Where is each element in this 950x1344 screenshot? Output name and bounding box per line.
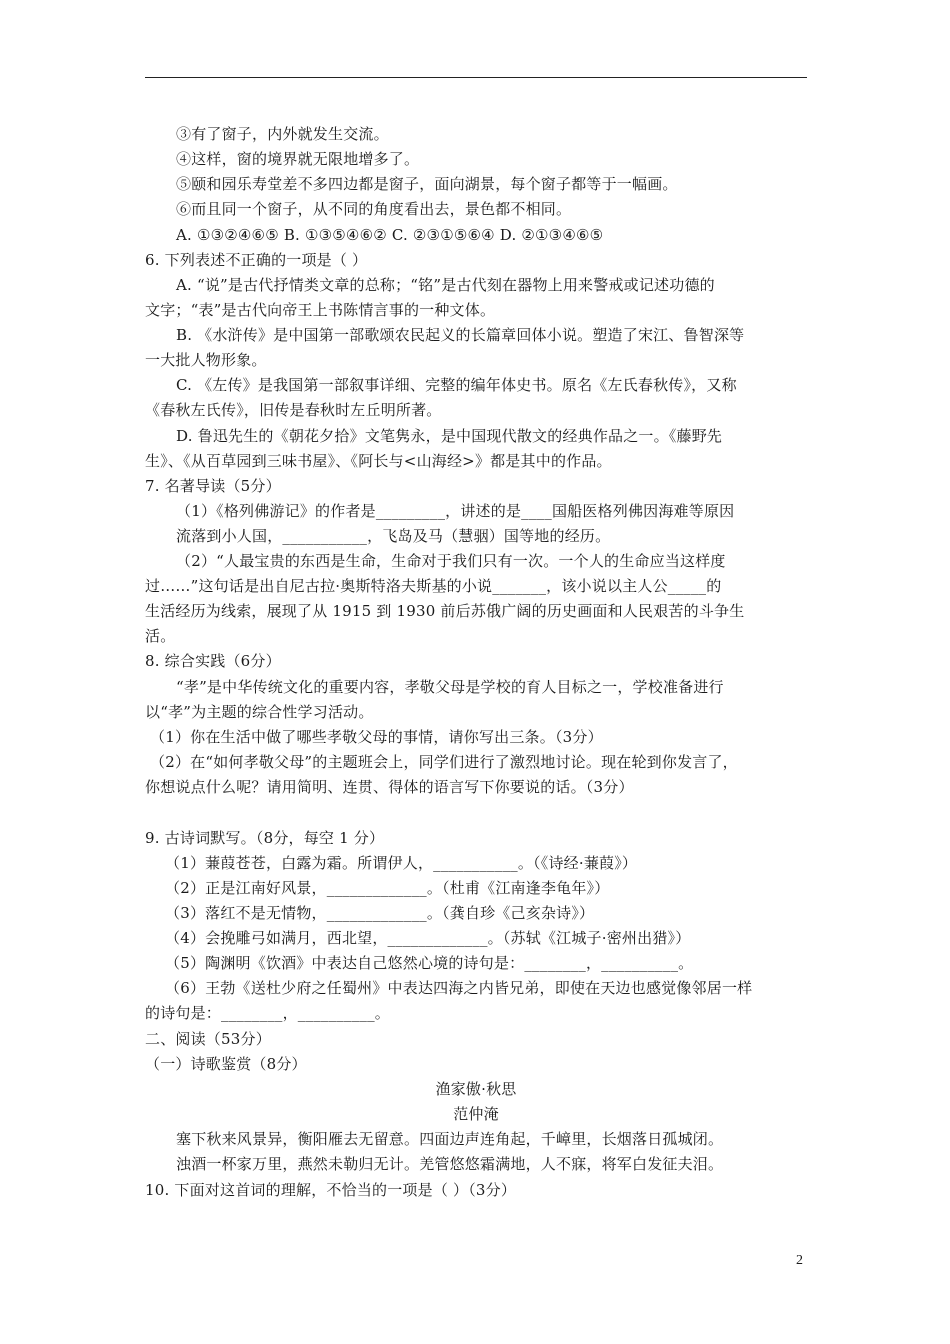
poem-author: 范仲淹 <box>453 1105 499 1123</box>
q9-item-6-line1: （6）王勃《送杜少府之任蜀州》中表达四海之内皆兄弟，即使在天边也感觉像邻居一样 <box>165 979 753 997</box>
q8-part2-line2: 你想说点什么呢？请用简明、连贯、得体的语言写下你要说的话。（3分） <box>145 778 634 796</box>
q9-item-5: （5）陶渊明《饮酒》中表达自己悠然心境的诗句是：________，__________。 <box>165 954 694 972</box>
q7-part1-line1: （1）《格列佛游记》的作者是_________，讲述的是____国船医格列佛因海难等原因 <box>176 502 735 520</box>
poem-stanza-1: 塞下秋来风景异，衡阳雁去无留意。四面边声连角起，千嶂里，长烟落日孤城闭。 <box>176 1130 724 1148</box>
q9-item-6-line2: 的诗句是：________，__________。 <box>145 1004 391 1022</box>
q5-answer-choices: A. ①③②④⑥⑤ B. ①③⑤④⑥② C. ②③①⑤⑥④ D. ②①③④⑥⑤ <box>176 226 604 244</box>
poem-stanza-2: 浊酒一杯家万里，燕然未勒归无计。羌管悠悠霜满地，人不寐，将军白发征夫泪。 <box>176 1155 724 1173</box>
q9-item-4: （4）会挽雕弓如满月，西北望，_____________。（苏轼《江城子·密州出猎》） <box>165 929 691 947</box>
q8-intro-line2: 以“孝”为主题的综合性学习活动。 <box>145 703 374 721</box>
q8-intro-line1: “孝”是中华传统文化的重要内容，孝敬父母是学校的育人目标之一，学校准备进行 <box>176 678 724 696</box>
section-reading-heading: 二、阅读（53分） <box>145 1030 271 1048</box>
q9-item-2: （2）正是江南好风景，_____________。（杜甫《江南逢李龟年》） <box>165 879 610 897</box>
q7-part2-line4: 活。 <box>145 627 176 645</box>
header-rule <box>145 77 807 78</box>
q9-heading: 9. 古诗词默写。（8分，每空 1 分） <box>145 829 385 847</box>
q9-item-1: （1）蒹葭苍苍，白露为霜。所谓伊人，___________。（《诗经·蒹葭》） <box>165 854 638 872</box>
q6-option-d-line1: D. 鲁迅先生的《朝花夕拾》文笔隽永，是中国现代散文的经典作品之一。《藤野先 <box>176 427 723 445</box>
q6-option-b-line2: 一大批人物形象。 <box>145 351 267 369</box>
q8-part1: （1）你在生活中做了哪些孝敬父母的事情，请你写出三条。（3分） <box>150 728 603 746</box>
q6-option-d-line2: 生》、《从百草园到三味书屋》、《阿长与<山海经>》都是其中的作品。 <box>145 452 612 470</box>
q9-item-3: （3）落红不是无情物，_____________。（龚自珍《己亥杂诗》） <box>165 904 595 922</box>
q6-option-c-line2: 《春秋左氏传》，旧传是春秋时左丘明所著。 <box>145 401 442 419</box>
q7-part1-line2: 流落到小人国，___________，飞岛及马（慧骃）国等地的经历。 <box>176 527 611 545</box>
q7-heading: 7. 名著导读（5分） <box>145 477 281 495</box>
q7-part2-line1: （2）“人最宝贵的东西是生命，生命对于我们只有一次。一个人的生命应当这样度 <box>176 552 726 570</box>
q7-part2-line3: 生活经历为线索，展现了从 1915 到 1930 前后苏俄广阔的历史画面和人民艰苦的斗争生 <box>145 602 745 620</box>
q8-heading: 8. 综合实践（6分） <box>145 652 281 670</box>
poem-title: 渔家傲·秋思 <box>435 1080 517 1098</box>
q6-option-a-line2: 文字；“表”是古代向帝王上书陈情言事的一种文体。 <box>145 301 496 319</box>
option-sentence-4: ④这样，窗的境界就无限地增多了。 <box>176 150 420 168</box>
page-number: 2 <box>796 1253 803 1268</box>
q6-option-c-line1: C. 《左传》是我国第一部叙事详细、完整的编年体史书。原名《左氏春秋传》，又称 <box>176 376 737 394</box>
q6-heading: 6. 下列表述不正确的一项是（ ） <box>145 251 368 269</box>
q6-option-a-line1: A. “说”是古代抒情类文章的总称；“铭”是古代刻在器物上用来警戒或记述功德的 <box>176 276 715 294</box>
option-sentence-6: ⑥而且同一个窗子，从不同的角度看出去，景色都不相同。 <box>176 200 572 218</box>
option-sentence-3: ③有了窗子，内外就发生交流。 <box>176 125 389 143</box>
q7-part2-line2: 过……”这句话是出自尼古拉·奥斯特洛夫斯基的小说_______，该小说以主人公_____的 <box>145 577 722 595</box>
option-sentence-5: ⑤颐和园乐寿堂差不多四边都是窗子，面向湖景，每个窗子都等于一幅画。 <box>176 175 678 193</box>
q6-option-b-line1: B. 《水浒传》是中国第一部歌颂农民起义的长篇章回体小说。塑造了宋江、鲁智深等 <box>176 326 745 344</box>
subsection-poetry-heading: （一）诗歌鉴赏（8分） <box>145 1055 307 1073</box>
q8-part2-line1: （2）在“如何孝敬父母”的主题班会上，同学们进行了激烈地讨论。现在轮到你发言了， <box>150 753 738 771</box>
q10-heading: 10. 下面对这首词的理解，不恰当的一项是（ ）（3分） <box>145 1181 517 1199</box>
